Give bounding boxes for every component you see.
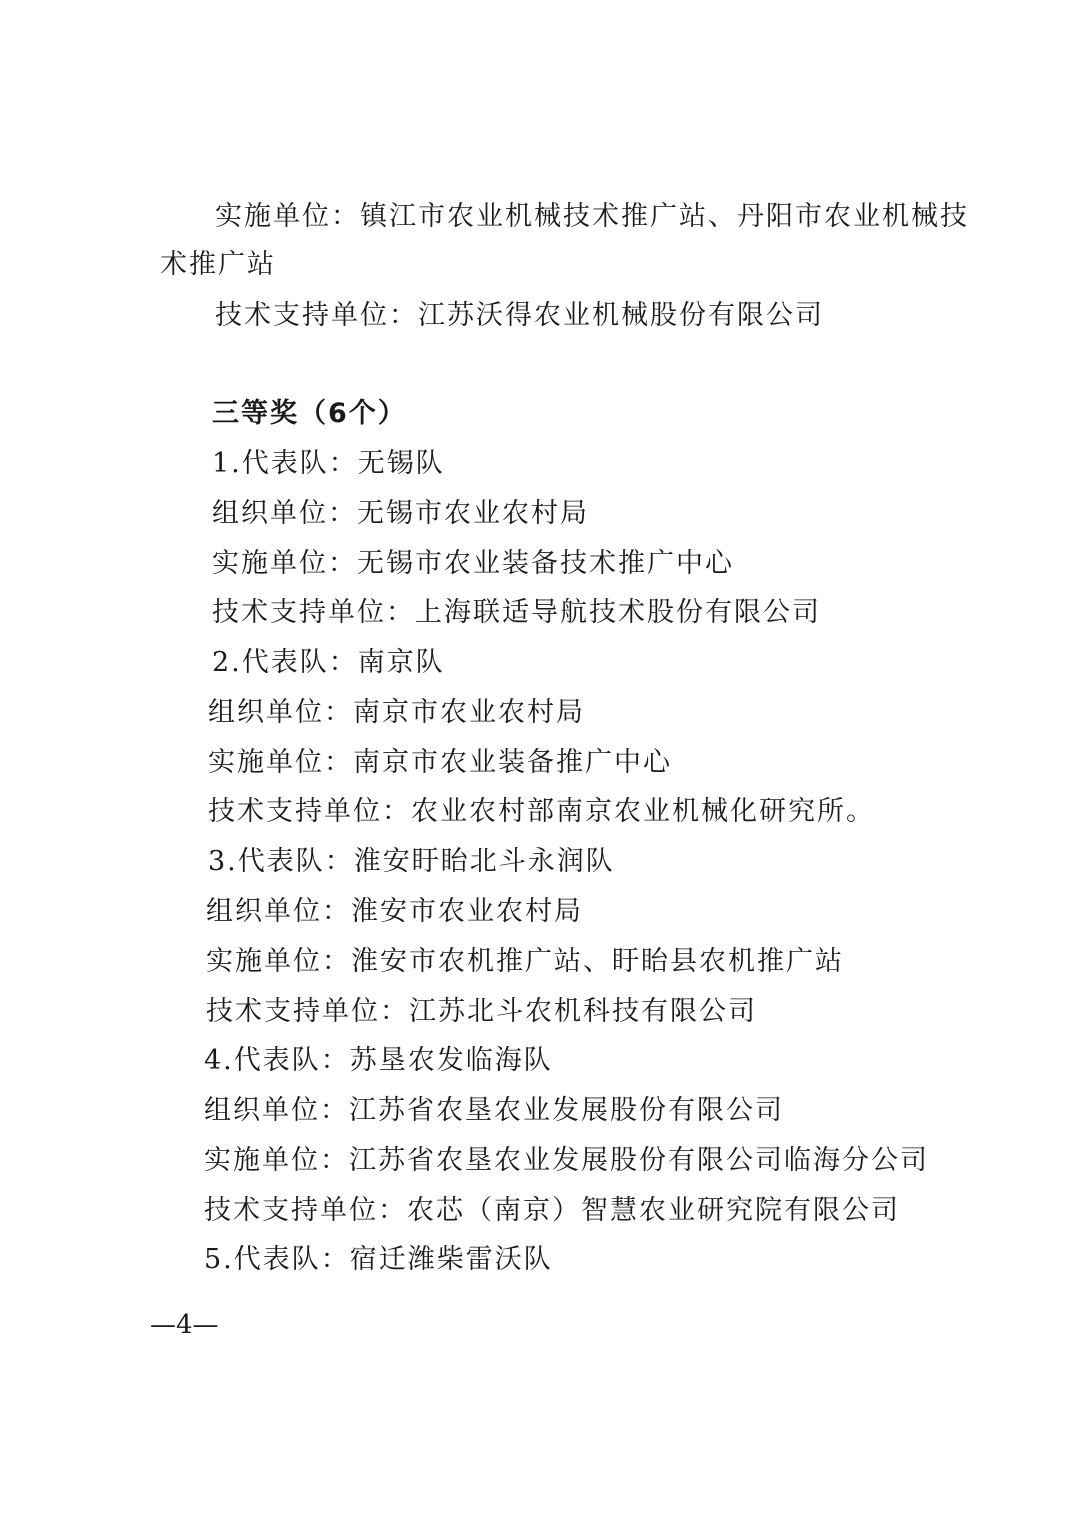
list-item: 组织单位：江苏省农垦农业发展股份有限公司	[204, 1095, 784, 1126]
list-item: 实施单位：南京市农业装备推广中心	[208, 747, 672, 778]
list-item: 5.代表队：宿迁潍柴雷沃队	[204, 1244, 553, 1275]
list-item: 技术支持单位：农芯（南京）智慧农业研究院有限公司	[204, 1195, 900, 1226]
list-item: 组织单位：无锡市农业农村局	[212, 498, 589, 529]
list-item: 2.代表队：南京队	[212, 647, 445, 678]
section-heading: 三等奖（6个）	[212, 398, 407, 429]
implementing-unit-line: 实施单位：镇江市农业机械技术推广站、丹阳市农业机械技	[215, 201, 969, 232]
list-item: 技术支持单位：农业农村部南京农业机械化研究所。	[208, 796, 875, 827]
list-item: 技术支持单位：江苏北斗农机科技有限公司	[206, 996, 757, 1027]
list-item: 实施单位：淮安市农机推广站、盱眙县农机推广站	[206, 946, 844, 977]
implementing-unit-continuation: 术推广站	[160, 249, 276, 280]
list-item: 3.代表队：淮安盱眙北斗永润队	[208, 846, 615, 877]
list-item: 4.代表队：苏垦农发临海队	[204, 1045, 553, 1076]
list-item: 实施单位：江苏省农垦农业发展股份有限公司临海分公司	[204, 1145, 929, 1176]
list-item: 1.代表队：无锡队	[212, 448, 445, 479]
list-item: 实施单位：无锡市农业装备技术推广中心	[212, 548, 734, 579]
list-item: 组织单位：南京市农业农村局	[208, 697, 585, 728]
tech-support-line: 技术支持单位：江苏沃得农业机械股份有限公司	[215, 300, 824, 331]
list-item: 技术支持单位：上海联适导航技术股份有限公司	[212, 597, 821, 628]
page-number: —4—	[150, 1310, 219, 1340]
list-item: 组织单位：淮安市农业农村局	[206, 896, 583, 927]
